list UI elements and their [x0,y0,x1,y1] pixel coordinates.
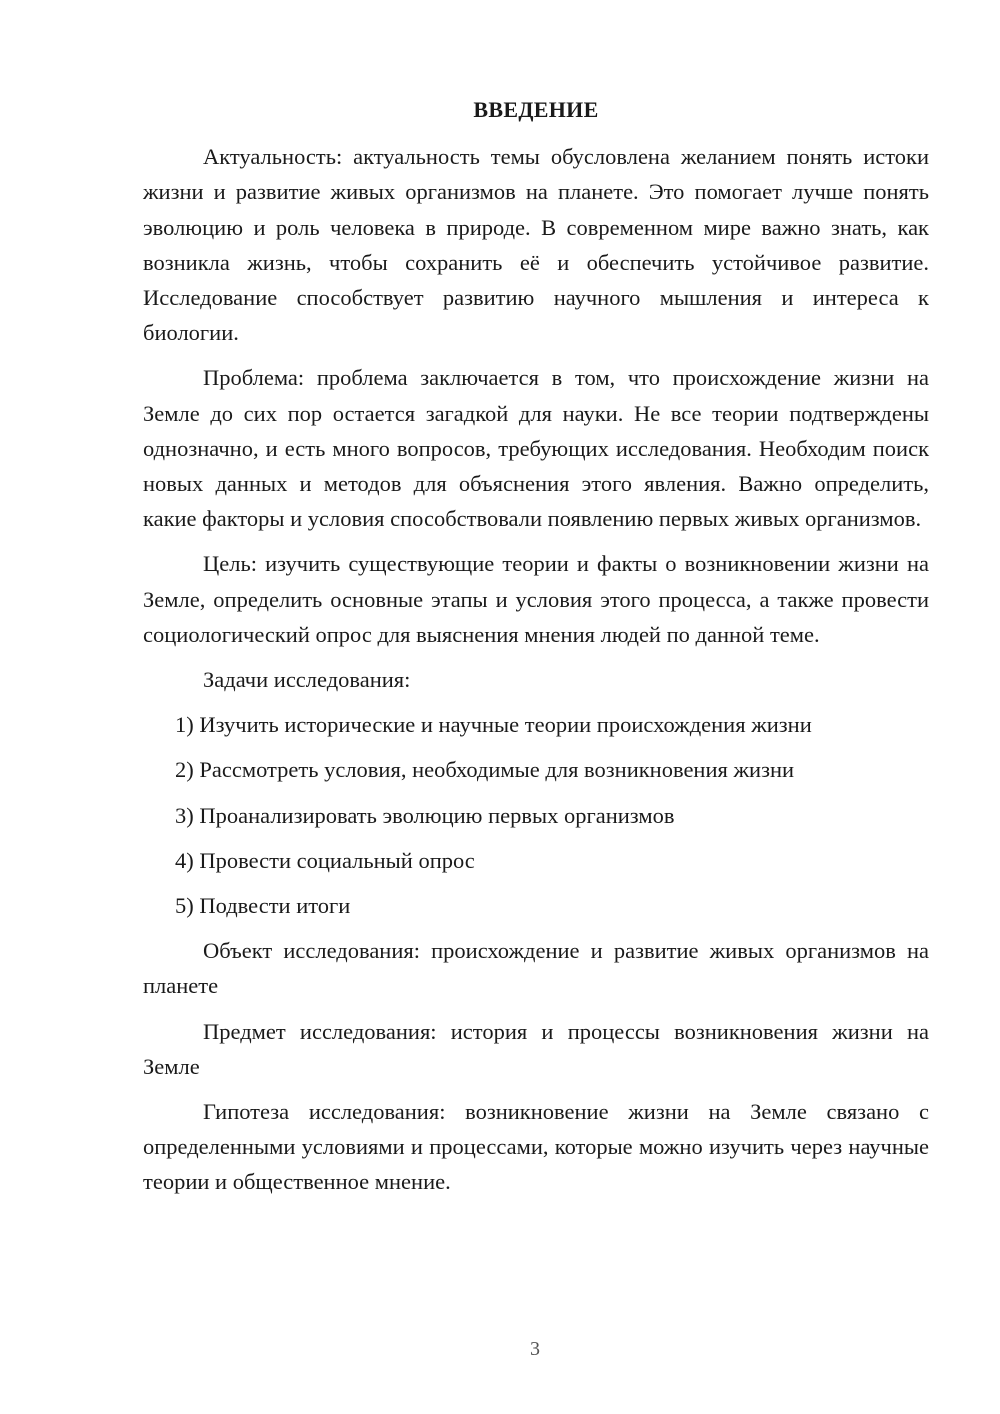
tasks-list [143,707,929,923]
task-item: 2) Рассмотреть условия, необходимые для возникновения жизни [175,757,795,783]
goal-paragraph: Цель: изучить существующие теории и факты о возникновении жизни на Земле, определить основные этапы и условия этого процесса, а также провести социологический опрос для выяснения мнения людей по данной теме. [143,551,929,647]
relevance-paragraph: Актуальность: актуальность темы обусловлена желанием понять истоки жизни и развитие живых организмов на планете. Это помогает лучше понять эволюцию и роль человека в природе. В современном мире важно знать, как возникла жизнь, чтобы сохранить её и обеспечить устойчивое развитие. Исследование способствует развитию научного мышления и интереса к биологии. [143,144,929,346]
problem-paragraph: Проблема: проблема заключается в том, что происхождение жизни на Земле до сих пор остается загадкой для науки. Не все теории подтверждены однозначно, и есть много вопросов, требующих исследования. Необходим поиск новых данных и методов для объяснения этого явления. Важно определить, какие факторы и условия способствовали появлению первых живых организмов. [143,365,929,532]
hypothesis-paragraph: Гипотеза исследования: возникновение жизни на Земле связано с определенными условиями и процессами, которые можно изучить через научные теории и общественное мнение. [143,1099,929,1195]
task-item: 5) Подвести итоги [175,893,351,919]
section-title: ВВЕДЕНИЕ [473,97,599,122]
tasks-heading: Задачи исследования: [203,667,411,693]
subject-paragraph: Предмет исследования: история и процессы возникновения жизни на Земле [143,1018,929,1079]
task-item: 1) Изучить исторические и научные теории происхождения жизни [175,712,812,738]
task-item: 3) Проанализировать эволюцию первых организмов [175,802,675,828]
page-content [143,92,929,1210]
object-paragraph: Объект исследования: происхождение и развитие живых организмов на планете [143,938,929,999]
page-number: 3 [530,1338,540,1360]
task-item: 4) Провести социальный опрос [175,847,475,873]
